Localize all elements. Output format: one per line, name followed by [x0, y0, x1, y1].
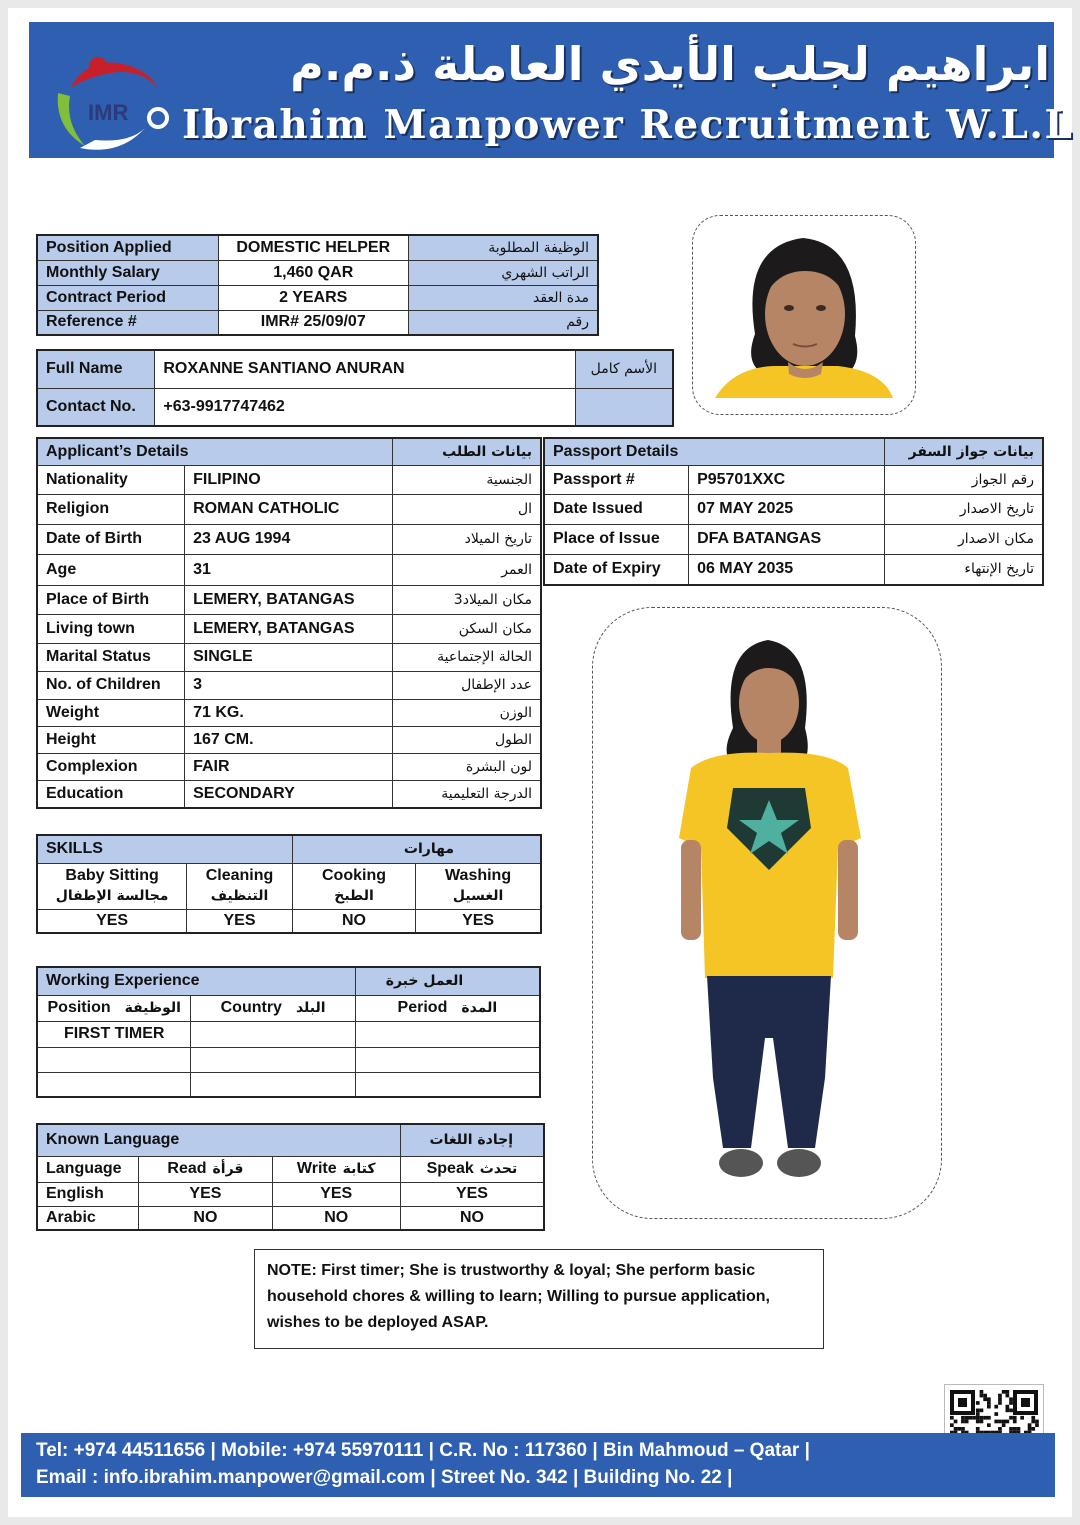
experience-cell	[355, 1047, 540, 1072]
position-label: Monthly Salary	[37, 260, 218, 285]
position-row	[37, 260, 598, 285]
language-cell: NO	[139, 1206, 272, 1230]
skills-title-ar: مهارات	[292, 835, 541, 863]
applicant-value: 167 CM.	[185, 726, 393, 753]
applicant-row	[37, 726, 541, 753]
applicant-label: Marital Status	[37, 643, 185, 671]
experience-col-header	[355, 995, 540, 1021]
applicant-title-ar: بيانات الطلب	[393, 438, 541, 465]
passport-value: DFA BATANGAS	[689, 524, 885, 554]
skill-name-ar: الطبخ	[334, 888, 374, 904]
passport-label-ar: رقم الجواز	[884, 465, 1043, 494]
contact-blank	[575, 388, 673, 426]
experience-col-en: Country	[220, 999, 282, 1016]
experience-cell	[355, 1021, 540, 1047]
passport-value: 07 MAY 2025	[689, 494, 885, 524]
skills-table	[36, 834, 542, 934]
applicant-label-ar: ال	[393, 494, 541, 524]
passport-label: Date Issued	[544, 494, 689, 524]
position-label-ar: مدة العقد	[408, 285, 598, 310]
skill-header	[292, 863, 415, 909]
language-cell: English	[37, 1182, 139, 1206]
headshot-photo-frame	[692, 215, 916, 415]
experience-row	[37, 1021, 540, 1047]
experience-cell	[191, 1047, 355, 1072]
position-value: DOMESTIC HELPER	[218, 235, 408, 260]
company-logo	[50, 48, 170, 156]
experience-cell	[37, 1072, 191, 1097]
language-col-header	[37, 1156, 139, 1182]
experience-col-ar: المدة	[461, 1000, 498, 1016]
applicant-label: Weight	[37, 699, 185, 726]
language-col-en: Write	[296, 1160, 337, 1177]
applicant-row	[37, 465, 541, 494]
language-col-header	[272, 1156, 400, 1182]
passport-value: 06 MAY 2035	[689, 554, 885, 585]
position-label-ar: رقم	[408, 310, 598, 335]
experience-cell	[355, 1072, 540, 1097]
applicant-label: Place of Birth	[37, 585, 185, 614]
skills-title: SKILLS	[37, 835, 292, 863]
applicant-row	[37, 699, 541, 726]
language-col-en: Speak	[426, 1160, 474, 1177]
experience-col-en: Period	[397, 999, 448, 1016]
full-name-label: Full Name	[37, 350, 155, 388]
position-row	[37, 310, 598, 335]
skill-value: YES	[187, 909, 293, 933]
logo-text: IMR	[88, 100, 129, 125]
skill-name-ar: الغسيل	[452, 888, 504, 904]
applicant-label: Religion	[37, 494, 185, 524]
language-col-ar: قرأة	[212, 1161, 244, 1177]
name-contact-table	[36, 349, 674, 427]
position-value: 1,460 QAR	[218, 260, 408, 285]
experience-cell	[37, 1047, 191, 1072]
language-cell: Arabic	[37, 1206, 139, 1230]
applicant-label-ar: مكان السكن	[393, 614, 541, 643]
language-cell: YES	[272, 1182, 400, 1206]
experience-col-ar: الوظيفة	[124, 1000, 181, 1016]
experience-col-header	[37, 995, 191, 1021]
applicant-label-ar: الوزن	[393, 699, 541, 726]
passport-row	[544, 524, 1043, 554]
company-name-arabic: ابراهيم لجلب الأيدي العاملة ذ.م.م	[290, 37, 1050, 91]
applicant-details-table	[36, 437, 542, 809]
full-body-photo	[593, 608, 941, 1218]
applicant-value: LEMERY, BATANGAS	[185, 585, 393, 614]
experience-col-en: Position	[47, 999, 111, 1016]
passport-label: Place of Issue	[544, 524, 689, 554]
applicant-label-ar: الجنسية	[393, 465, 541, 494]
skill-value: YES	[416, 909, 541, 933]
language-col-en: Read	[167, 1160, 207, 1177]
position-row	[37, 285, 598, 310]
applicant-row	[37, 643, 541, 671]
applicant-row	[37, 554, 541, 585]
footer-bar	[21, 1433, 1055, 1497]
applicant-value: FILIPINO	[185, 465, 393, 494]
language-col-header	[139, 1156, 272, 1182]
language-row	[37, 1206, 544, 1230]
applicant-label-ar: تاريخ الميلاد	[393, 524, 541, 554]
headshot-photo	[693, 216, 915, 414]
applicant-row	[37, 614, 541, 643]
skill-header	[416, 863, 541, 909]
full-name-value: ROXANNE SANTIANO ANURAN	[155, 350, 575, 388]
skill-name: Cooking	[322, 867, 386, 884]
experience-col-header	[191, 995, 355, 1021]
experience-col-ar: البلد	[295, 1000, 326, 1016]
applicant-row	[37, 494, 541, 524]
applicant-label: Living town	[37, 614, 185, 643]
applicant-value: 23 AUG 1994	[185, 524, 393, 554]
applicant-label: Height	[37, 726, 185, 753]
language-cell: NO	[400, 1206, 544, 1230]
applicant-label-ar: الحالة الإجتماعية	[393, 643, 541, 671]
working-experience-table	[36, 966, 541, 1098]
skill-value: YES	[37, 909, 187, 933]
skill-name-ar: مجالسة الإطفال	[55, 888, 169, 904]
experience-cell: FIRST TIMER	[37, 1021, 191, 1047]
language-title-ar: إجادة اللغات	[400, 1124, 544, 1156]
language-col-ar: تحدث	[479, 1161, 518, 1177]
experience-cell	[191, 1021, 355, 1047]
position-label: Position Applied	[37, 235, 218, 260]
passport-title-ar: بيانات جواز السفر	[884, 438, 1043, 465]
passport-row	[544, 494, 1043, 524]
passport-label: Passport #	[544, 465, 689, 494]
applicant-label: Nationality	[37, 465, 185, 494]
applicant-value: SECONDARY	[185, 780, 393, 808]
note-box: NOTE: First timer; She is trustworthy & loyal; She perform basic household chores & willing to learn; Willing to pursue application, wishes to be deployed ASAP.	[254, 1249, 824, 1349]
applicant-label-ar: الدرجة التعليمية	[393, 780, 541, 808]
footer-contact-line: Tel: +974 44511656 | Mobile: +974 55970111 | C.R. No : 117360 | Bin Mahmoud – Qatar |	[36, 1440, 810, 1461]
applicant-label-ar: مكان الميلاد3	[393, 585, 541, 614]
applicant-label-ar: عدد الإطفال	[393, 671, 541, 699]
position-label-ar: الوظيفة المطلوبة	[408, 235, 598, 260]
applicant-label-ar: العمر	[393, 554, 541, 585]
applicant-value: ROMAN CATHOLIC	[185, 494, 393, 524]
position-value: 2 YEARS	[218, 285, 408, 310]
experience-cell	[191, 1072, 355, 1097]
passport-label-ar: مكان الاصدار	[884, 524, 1043, 554]
footer-address-line: Email : info.ibrahim.manpower@gmail.com | Street No. 342 | Building No. 22 |	[36, 1467, 733, 1488]
position-label-ar: الراتب الشهري	[408, 260, 598, 285]
applicant-label: Education	[37, 780, 185, 808]
contact-value: +63-9917747462	[155, 388, 575, 426]
applicant-label: Age	[37, 554, 185, 585]
applicant-row	[37, 780, 541, 808]
skill-value: NO	[292, 909, 415, 933]
applicant-value: SINGLE	[185, 643, 393, 671]
applicant-value: LEMERY, BATANGAS	[185, 614, 393, 643]
language-cell: YES	[400, 1182, 544, 1206]
known-language-table	[36, 1123, 545, 1231]
passport-label-ar: تاريخ الإنتهاء	[884, 554, 1043, 585]
skill-name: Baby Sitting	[65, 867, 159, 884]
skill-name: Cleaning	[205, 867, 274, 884]
passport-title: Passport Details	[544, 438, 884, 465]
applicant-row	[37, 585, 541, 614]
applicant-label: Complexion	[37, 753, 185, 780]
language-col-header	[400, 1156, 544, 1182]
passport-details-table	[543, 437, 1044, 586]
language-title: Known Language	[37, 1124, 400, 1156]
applicant-label: Date of Birth	[37, 524, 185, 554]
position-label: Contract Period	[37, 285, 218, 310]
applicant-label: No. of Children	[37, 671, 185, 699]
position-value: IMR# 25/09/07	[218, 310, 408, 335]
language-cell: YES	[139, 1182, 272, 1206]
applicant-value: 3	[185, 671, 393, 699]
passport-value: P95701XXC	[689, 465, 885, 494]
skill-header	[187, 863, 293, 909]
language-row	[37, 1182, 544, 1206]
applicant-value: 71 KG.	[185, 699, 393, 726]
company-name-english: Ibrahim Manpower Recruitment W.L.L	[182, 102, 1074, 148]
skill-header	[37, 863, 187, 909]
passport-row	[544, 465, 1043, 494]
position-row	[37, 235, 598, 260]
applicant-value: FAIR	[185, 753, 393, 780]
language-col-ar: كتابة	[342, 1161, 376, 1177]
applicant-title: Applicant’s Details	[37, 438, 393, 465]
applicant-label-ar: الطول	[393, 726, 541, 753]
skill-name-ar: التنظيف	[210, 888, 269, 904]
skill-name: Washing	[445, 867, 512, 884]
full-name-label-ar: الأسم كامل	[575, 350, 673, 388]
passport-label: Date of Expiry	[544, 554, 689, 585]
position-table	[36, 234, 599, 336]
applicant-row	[37, 524, 541, 554]
experience-title-ar: العمل خبرة	[355, 967, 540, 995]
full-body-photo-frame	[592, 607, 942, 1219]
passport-label-ar: تاريخ الاصدار	[884, 494, 1043, 524]
applicant-row	[37, 753, 541, 780]
contact-label: Contact No.	[37, 388, 155, 426]
applicant-label-ar: لون البشرة	[393, 753, 541, 780]
experience-row	[37, 1047, 540, 1072]
experience-title: Working Experience	[37, 967, 355, 995]
passport-row	[544, 554, 1043, 585]
applicant-row	[37, 671, 541, 699]
position-label: Reference #	[37, 310, 218, 335]
language-cell: NO	[272, 1206, 400, 1230]
experience-row	[37, 1072, 540, 1097]
language-col-en: Language	[46, 1160, 122, 1177]
applicant-value: 31	[185, 554, 393, 585]
